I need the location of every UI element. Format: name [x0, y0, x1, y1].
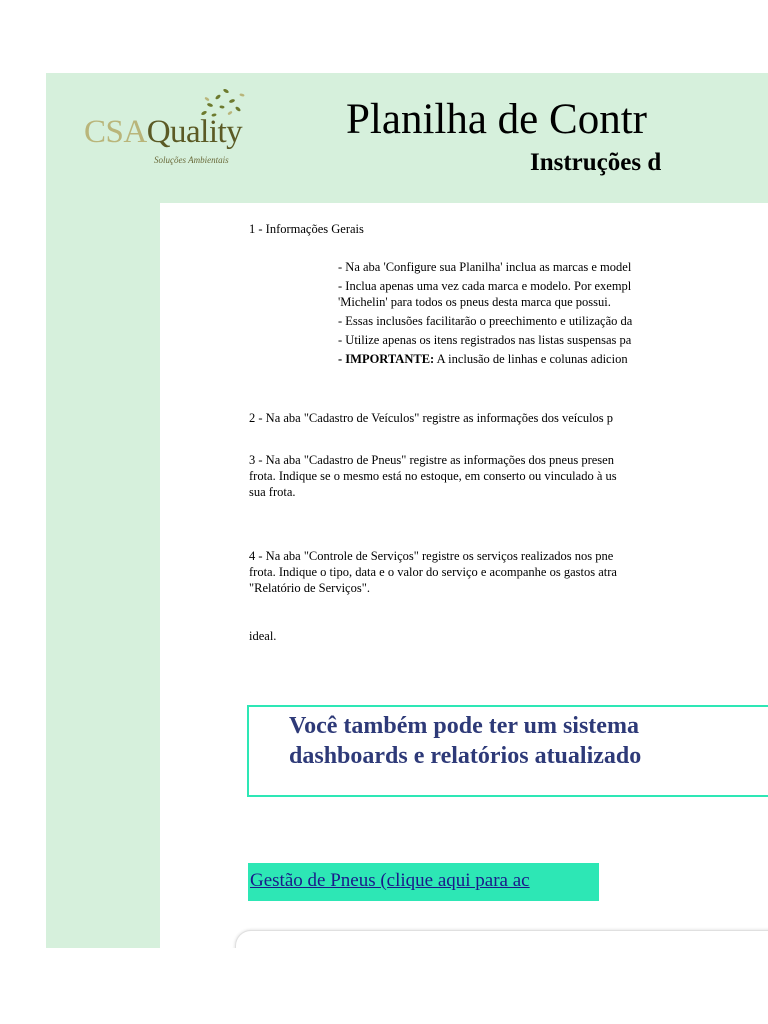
section-1-heading: 1 - Informações Gerais: [249, 222, 364, 236]
section-2: 2 - Na aba "Cadastro de Veículos" registre as informações dos veículos p: [249, 411, 614, 425]
section-4-line-3: "Relatório de Serviços".: [249, 581, 370, 595]
bullet-1: - Na aba 'Configure sua Planilha' inclua as marcas e model: [338, 260, 632, 274]
promo-box: [247, 705, 768, 797]
logo-quality: Quality: [146, 114, 243, 150]
section-3-line-2: frota. Indique se o mesmo está no estoque, em conserto ou vinculado à us: [249, 469, 617, 483]
embedded-card: [235, 930, 768, 948]
gestao-pneus-link[interactable]: Gestão de Pneus (clique aqui para ac: [250, 870, 530, 891]
logo-csa: CSA: [84, 114, 147, 150]
section-4-line-1: 4 - Na aba "Controle de Serviços" registre os serviços realizados nos pne: [249, 549, 614, 563]
spreadsheet-area: [46, 73, 768, 948]
bullet-4: - Utilize apenas os itens registrados nas listas suspensas pa: [338, 333, 632, 347]
logo-subtitle: Soluções Ambientais: [154, 155, 229, 165]
page-title: Planilha de Contr: [346, 96, 647, 143]
bullet-3: - Essas inclusões facilitarão o preechimento e utilização da: [338, 314, 633, 328]
section-5-line-2: ideal.: [249, 629, 277, 643]
instructions-panel: [160, 203, 768, 948]
page-subtitle: Instruções d: [530, 149, 662, 176]
promo-line-1: Você também pode ter um sistema: [289, 713, 639, 739]
bullet-5: [338, 351, 628, 367]
bullet-2-line-2: 'Michelin' para todos os pneus desta marca que possui.: [338, 295, 611, 309]
important-text: A inclusão de linhas e colunas adicion: [434, 352, 628, 366]
section-3-line-3: sua frota.: [249, 485, 296, 499]
section-3-line-1: 3 - Na aba "Cadastro de Pneus" registre as informações dos pneus presen: [249, 453, 614, 467]
promo-line-2: dashboards e relatórios atualizado: [289, 743, 642, 769]
logo-wordmark: [84, 116, 242, 149]
link-cell: [248, 863, 599, 901]
csa-quality-logo: [84, 81, 284, 166]
important-label: - IMPORTANTE:: [338, 352, 435, 366]
bullet-2-line-1: - Inclua apenas uma vez cada marca e modelo. Por exempl: [338, 279, 632, 293]
section-4-line-2: frota. Indique o tipo, data e o valor do serviço e acompanhe os gastos atra: [249, 565, 617, 579]
